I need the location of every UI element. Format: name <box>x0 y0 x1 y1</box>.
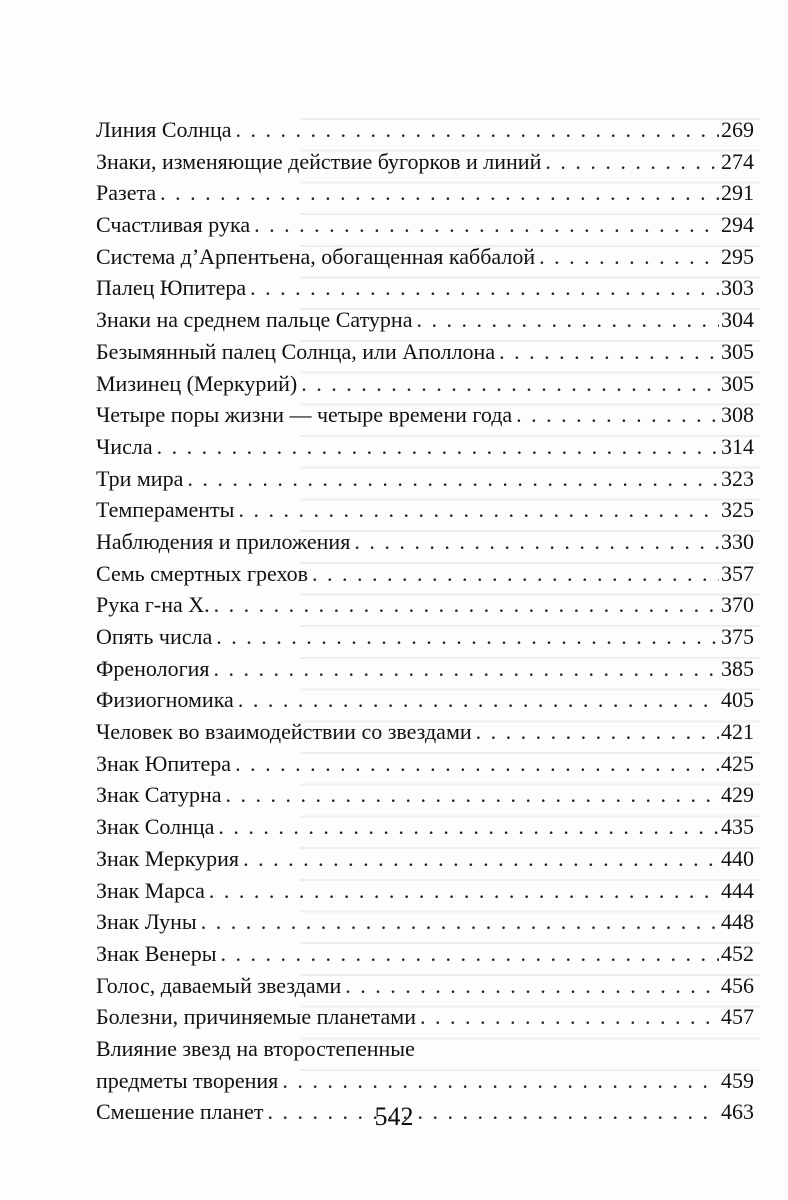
toc-entry-title: Френология <box>96 655 210 681</box>
dot-leader <box>238 684 719 716</box>
toc-entry-page: 291 <box>721 180 754 206</box>
dot-leader <box>157 431 719 463</box>
toc-entry-page: 448 <box>721 909 754 935</box>
toc-entry-page: 269 <box>721 117 754 142</box>
toc-entry <box>96 209 754 241</box>
toc-entry-page: 295 <box>721 243 754 269</box>
toc-entry-title: Рука г-на Х. <box>96 592 210 618</box>
toc-entry-page: 463 <box>721 1099 754 1125</box>
toc-entry-page: 459 <box>721 1067 754 1093</box>
toc-entry <box>96 653 754 685</box>
toc-entry <box>96 684 754 716</box>
toc-entry-title: Семь смертных грехов <box>96 560 309 586</box>
toc-entry-title: Знаки на среднем пальце Сатурна <box>96 307 413 333</box>
toc-entry-title: Человек во взаимодействии со звездами <box>96 719 472 745</box>
page-number: 542 <box>374 1102 414 1131</box>
dot-leader <box>301 368 719 400</box>
dot-leader <box>312 558 719 590</box>
toc-entry-page: 303 <box>721 275 754 301</box>
toc-entry-page: 385 <box>721 655 754 681</box>
dot-leader <box>235 748 719 780</box>
toc-entry-page: 357 <box>721 560 754 586</box>
dot-leader <box>238 494 719 526</box>
dot-leader <box>254 209 719 241</box>
toc-entry-title: Безымянный палец Солнца, или Аполлона <box>96 338 496 364</box>
toc-entry-page: 325 <box>721 497 754 523</box>
toc-entry-title: Четыре поры жизни — четыре времени года <box>96 402 513 428</box>
toc-entry-title: Знак Солнца <box>96 814 215 840</box>
toc-entry-title: Линия Солнца <box>96 117 232 142</box>
toc-entry-title: Голос, даваемый звездами <box>96 972 342 998</box>
toc-entry-page: 274 <box>721 148 754 174</box>
toc-entry-title: Палец Юпитера <box>96 275 247 301</box>
toc-entry <box>96 368 754 400</box>
toc-entry <box>96 906 754 938</box>
toc-entry <box>96 494 754 526</box>
toc-entry <box>96 463 754 495</box>
toc-entry-page: 375 <box>721 624 754 649</box>
dot-leader <box>209 875 719 907</box>
dot-leader <box>225 779 719 811</box>
toc-entry-title: Знак Венеры <box>96 940 217 966</box>
toc-entry-title: Опять числа <box>96 624 213 649</box>
toc-entry <box>96 1001 754 1033</box>
toc-entry-page: 305 <box>721 338 754 364</box>
toc-entry <box>96 716 754 748</box>
dot-leader <box>250 272 719 304</box>
toc-entry-page: 304 <box>721 307 754 333</box>
dot-leader <box>160 177 719 209</box>
toc-entry <box>96 938 754 970</box>
dot-leader <box>345 970 719 1002</box>
dot-leader <box>476 716 719 748</box>
toc-entry <box>96 526 754 558</box>
toc-entry-page: 435 <box>721 814 754 840</box>
dot-leader <box>216 621 719 653</box>
toc-entry <box>96 336 754 368</box>
toc-entry-page: 305 <box>721 370 754 396</box>
toc-entry-title: Смешение планет <box>96 1099 264 1125</box>
toc-entry-page: 429 <box>721 782 754 808</box>
toc-entry-page: 421 <box>721 719 754 745</box>
toc-entry <box>96 272 754 304</box>
toc-entry-page: 405 <box>721 687 754 713</box>
toc-entry <box>96 241 754 273</box>
dot-leader <box>218 811 719 843</box>
toc-entry-page: 425 <box>721 750 754 776</box>
toc-entry-title: Знак Юпитера <box>96 750 232 776</box>
dot-leader <box>214 653 719 685</box>
toc-entry-multiline <box>96 1033 754 1096</box>
toc-entry-title: Наблюдения и приложения <box>96 528 351 554</box>
dot-leader <box>499 336 719 368</box>
toc-entry-page: 444 <box>721 877 754 903</box>
dot-leader <box>354 526 719 558</box>
toc-entry-page: 457 <box>721 1004 754 1030</box>
toc-entry-page: 330 <box>721 528 754 554</box>
toc-entry-title: Мизинец (Меркурий) <box>96 370 298 396</box>
dot-leader <box>243 843 719 875</box>
dot-leader <box>282 1065 719 1097</box>
toc-entry-title: Знак Меркурия <box>96 845 240 871</box>
toc-entry-page: 370 <box>721 592 754 618</box>
toc-entry <box>96 779 754 811</box>
dot-leader <box>539 241 719 273</box>
toc-entry <box>96 843 754 875</box>
dot-leader <box>221 938 719 970</box>
toc-entry-title: Знак Марса <box>96 877 205 903</box>
toc-entry-title: Темпераменты <box>96 497 235 523</box>
dot-leader <box>420 1001 719 1033</box>
toc-entry <box>96 589 754 621</box>
toc-entry <box>96 875 754 907</box>
toc-entry <box>96 558 754 590</box>
dot-leader <box>516 399 719 431</box>
dot-leader <box>236 114 719 146</box>
table-of-contents <box>96 114 754 1128</box>
toc-entry-title: Знак Луны <box>96 909 197 935</box>
toc-entry-title: Болезни, причиняемые планетами <box>96 1004 416 1030</box>
dot-leader <box>214 589 719 621</box>
toc-entry-page: 323 <box>721 465 754 491</box>
toc-entry-title: Система д’Арпентьена, обогащенная каббалой <box>96 243 536 269</box>
toc-entry-title: Физиогномика <box>96 687 234 713</box>
toc-entry <box>96 399 754 431</box>
toc-entry-page: 452 <box>721 940 754 966</box>
toc-entry-title: Знак Сатурна <box>96 782 222 808</box>
dot-leader <box>187 463 719 495</box>
toc-entry <box>96 146 754 178</box>
toc-entry-title: Числа <box>96 433 153 459</box>
toc-entry <box>96 970 754 1002</box>
toc-entry-page: 294 <box>721 212 754 238</box>
toc-entry-title-line2: предметы творения <box>96 1067 279 1093</box>
toc-entry <box>96 748 754 780</box>
toc-entry-page: 308 <box>721 402 754 428</box>
toc-entry <box>96 177 754 209</box>
dot-leader <box>545 146 719 178</box>
toc-entry-title: Счастливая рука <box>96 212 251 238</box>
toc-entry <box>96 811 754 843</box>
toc-entry <box>96 621 754 653</box>
toc-entry-continuation <box>96 1065 754 1097</box>
toc-entry-title: Три мира <box>96 465 184 491</box>
toc-entry <box>96 431 754 463</box>
toc-entry <box>96 304 754 336</box>
toc-entry-page: 456 <box>721 972 754 998</box>
dot-leader <box>201 906 719 938</box>
toc-entry-title-line1: Влияние звезд на второстепенные <box>96 1035 415 1061</box>
toc-entry-page: 314 <box>721 433 754 459</box>
toc-entry-title: Знаки, изменяющие действие бугорков и линий <box>96 148 542 174</box>
dot-leader <box>416 304 719 336</box>
toc-entry-title: Разета <box>96 180 157 206</box>
toc-entry-page: 440 <box>721 845 754 871</box>
toc-entry <box>96 114 754 146</box>
